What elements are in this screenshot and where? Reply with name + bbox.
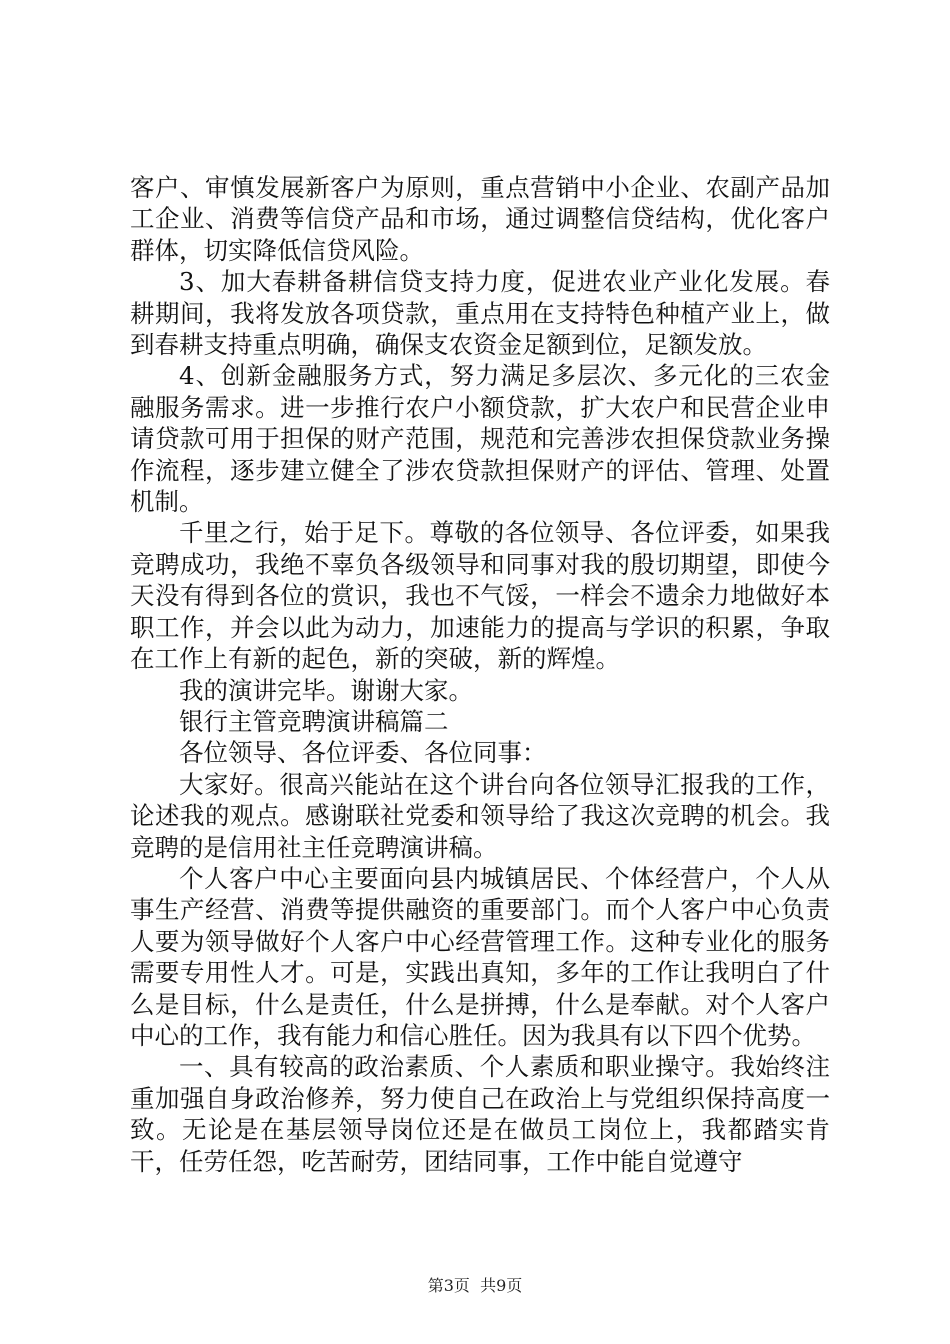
salutation: 各位领导、各位评委、各位同事：: [179, 738, 547, 768]
document-body: [130, 172, 830, 1177]
paragraph-6: 大家好。很高兴能站在这个讲台向各位领导汇报我的工作，论述我的观点。感谢联社党委和领导给了我这次竞聘的机会。我竞聘的是信用社主任竞聘演讲稿。: [130, 769, 830, 862]
paragraph-4: 千里之行，始于足下。尊敬的各位领导、各位评委，如果我竞聘成功，我绝不辜负各级领导和同事对我的殷切期望，即使今天没有得到各位的赏识，我也不气馁，一样会不遗余力地做好本职工作，并会以此为动力，加速能力的提高与学识的积累，争取在工作上有新的起色，新的突破，新的辉煌。: [130, 518, 830, 674]
paragraph-8: 一、具有较高的政治素质、个人素质和职业操守。我始终注重加强自身政治修养，努力使自己在政治上与党组织保持高度一致。无论是在基层领导岗位还是在做员工岗位上，我都踏实肯干，任劳任怨，吃苦耐劳，团结同事，工作中能自觉遵守: [130, 1052, 830, 1176]
section-title: 银行主管竞聘演讲稿篇二: [179, 706, 449, 736]
paragraph-5: 我的演讲完毕。谢谢大家。: [179, 675, 473, 705]
paragraph-7: 个人客户中心主要面向县内城镇居民、个体经营户，个人从事生产经营、消费等提供融资的重要部门。而个人客户中心负责人要为领导做好个人客户中心经营管理工作。这种专业化的服务需要专用性人才。可是，实践出真知，多年的工作让我明白了什么是目标，什么是责任，什么是拼搏，什么是奉献。对个人客户中心的工作，我有能力和信心胜任。因为我具有以下四个优势。: [130, 863, 830, 1050]
page-footer: 第3页 共9页: [427, 1276, 523, 1295]
paragraph-1: 客户、审慎发展新客户为原则，重点营销中小企业、农副产品加工企业、消费等信贷产品和市场，通过调整信贷结构，优化客户群体，切实降低信贷风险。: [130, 173, 830, 265]
paragraph-2: 3、加大春耕备耕信贷支持力度，促进农业产业化发展。春耕期间，我将发放各项贷款，重点用在支持特色种植产业上，做到春耕支持重点明确，确保支农资金足额到位，足额发放。: [130, 267, 830, 360]
paragraph-3: 4、创新金融服务方式，努力满足多层次、多元化的三农金融服务需求。进一步推行农户小额贷款，扩大农户和民营企业申请贷款可用于担保的财产范围，规范和完善涉农担保贷款业务操作流程，逐步建立健全了涉农贷款担保财产的评估、管理、处置机制。: [130, 361, 830, 517]
